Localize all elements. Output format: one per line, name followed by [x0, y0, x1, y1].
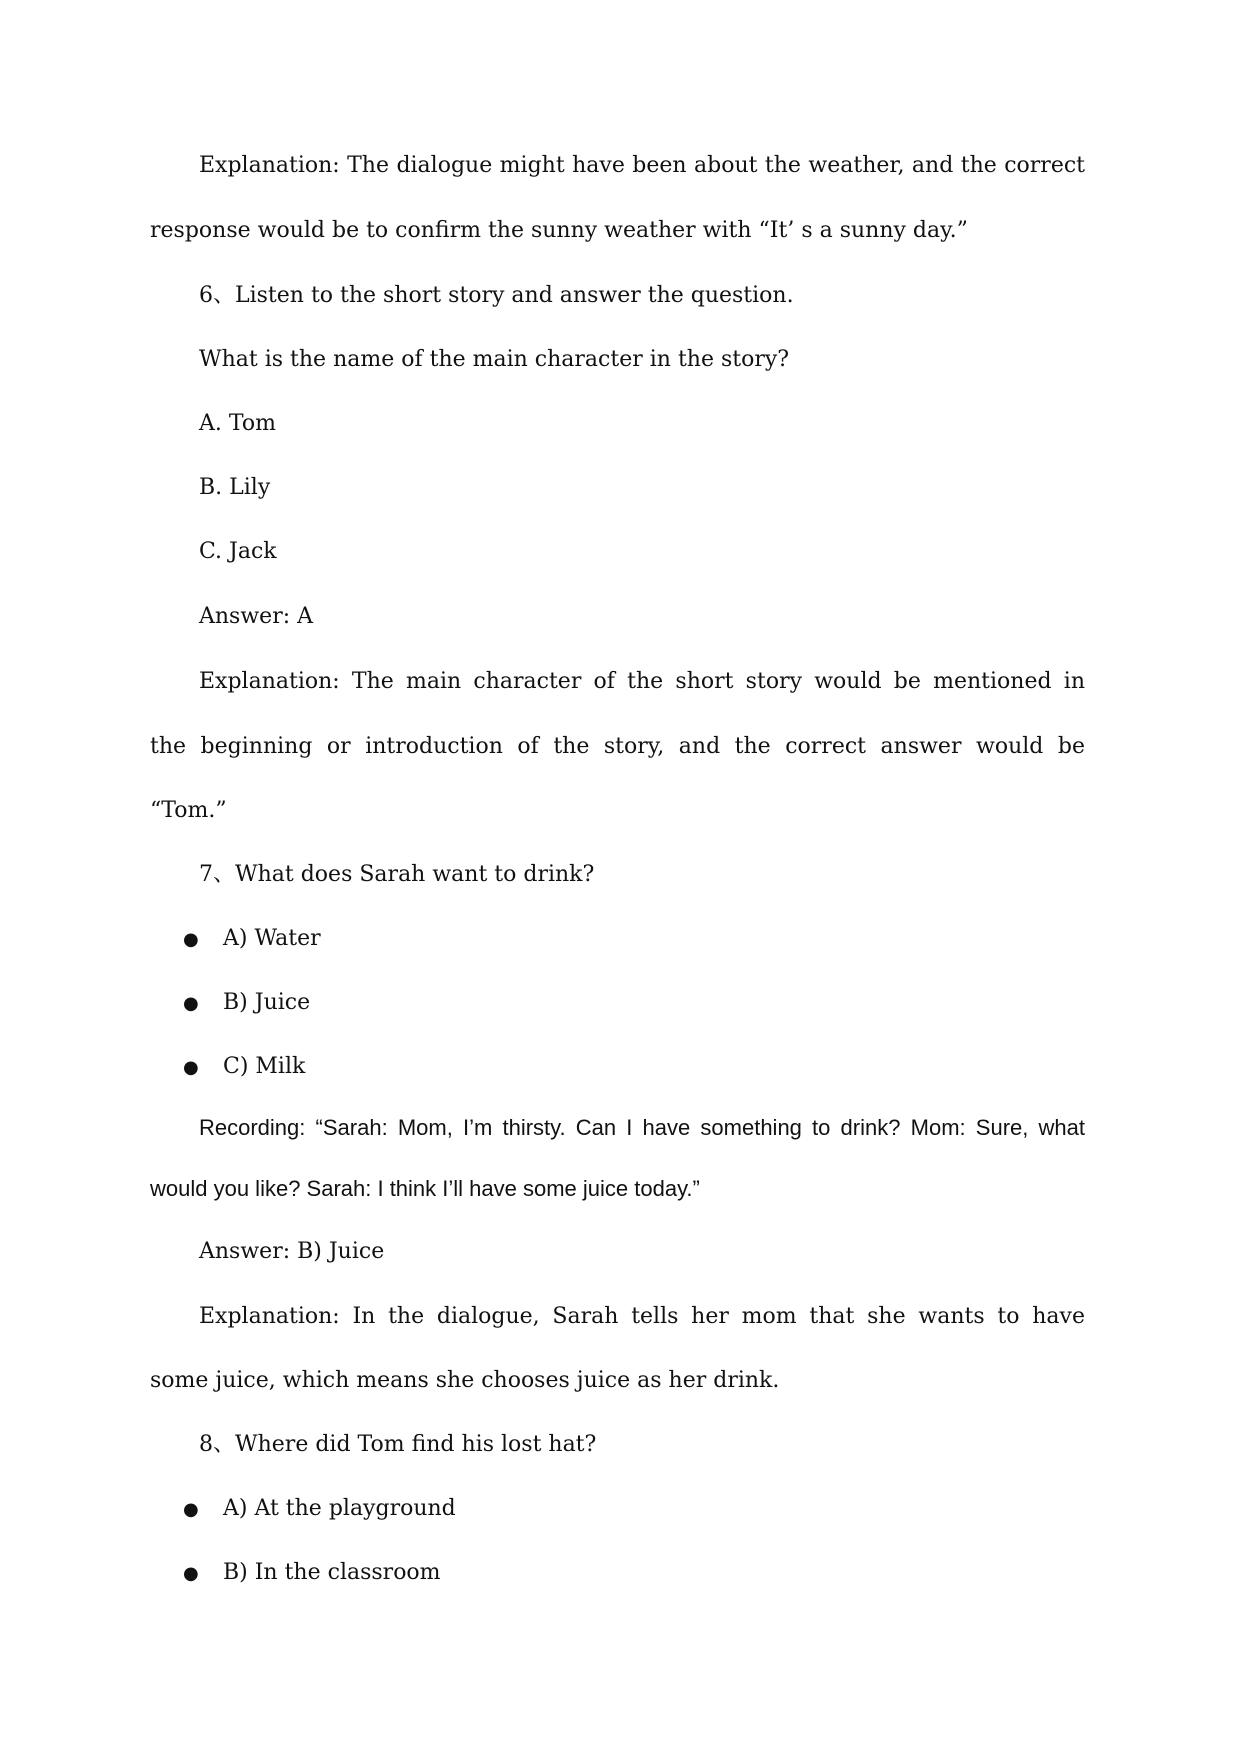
q7-answer: Answer: B) Juice — [199, 1239, 385, 1264]
q8-heading: 8、Where did Tom find his lost hat? — [199, 1432, 597, 1457]
bullet-icon: ● — [183, 1057, 199, 1078]
q8-option-a-label: A) At the playground — [223, 1496, 456, 1521]
q8-option-b — [183, 1559, 441, 1588]
bullet-icon: ● — [183, 929, 199, 950]
q6-explanation-line1: Explanation: The main character of the short story would be mentioned in — [199, 669, 1085, 694]
q7-explanation-line2: some juice, which means she chooses juice as her drink. — [150, 1368, 780, 1393]
q6-question: What is the name of the main character in the story? — [199, 347, 790, 372]
q6-explanation-line2: the beginning or introduction of the story, and the correct answer would be — [150, 734, 1085, 759]
q7-option-b-label: B) Juice — [223, 990, 311, 1015]
q5-explanation-line2: response would be to confirm the sunny weather with “It’ s a sunny day.” — [150, 218, 968, 243]
q6-heading: 6、Listen to the short story and answer the question. — [199, 283, 794, 308]
q6-answer: Answer: A — [199, 604, 314, 629]
q7-option-b — [183, 989, 310, 1018]
q7-heading: 7、What does Sarah want to drink? — [199, 862, 595, 887]
q6-option-c: C. Jack — [199, 539, 277, 564]
q7-option-c — [183, 1053, 305, 1082]
q7-option-a — [183, 925, 321, 954]
q8-option-a — [183, 1495, 456, 1524]
bullet-icon: ● — [183, 993, 199, 1014]
q7-option-c-label: C) Milk — [223, 1054, 306, 1079]
q5-explanation-line1: Explanation: The dialogue might have been about the weather, and the correct — [199, 153, 1085, 178]
bullet-icon: ● — [183, 1499, 199, 1520]
q8-option-b-label: B) In the classroom — [223, 1560, 441, 1585]
q7-recording-line1: Recording: “Sarah: Mom, I’m thirsty. Can I have something to drink? Mom: Sure, what — [199, 1115, 1085, 1140]
q6-option-a: A. Tom — [199, 411, 276, 436]
bullet-icon: ● — [183, 1563, 199, 1584]
q7-explanation-line1: Explanation: In the dialogue, Sarah tells her mom that she wants to have — [199, 1304, 1085, 1329]
q7-recording-line2: would you like? Sarah: I think I’ll have some juice today.” — [150, 1176, 700, 1201]
q6-explanation-line3: “Tom.” — [150, 798, 227, 823]
q7-option-a-label: A) Water — [223, 926, 321, 951]
q6-option-b: B. Lily — [199, 475, 271, 500]
